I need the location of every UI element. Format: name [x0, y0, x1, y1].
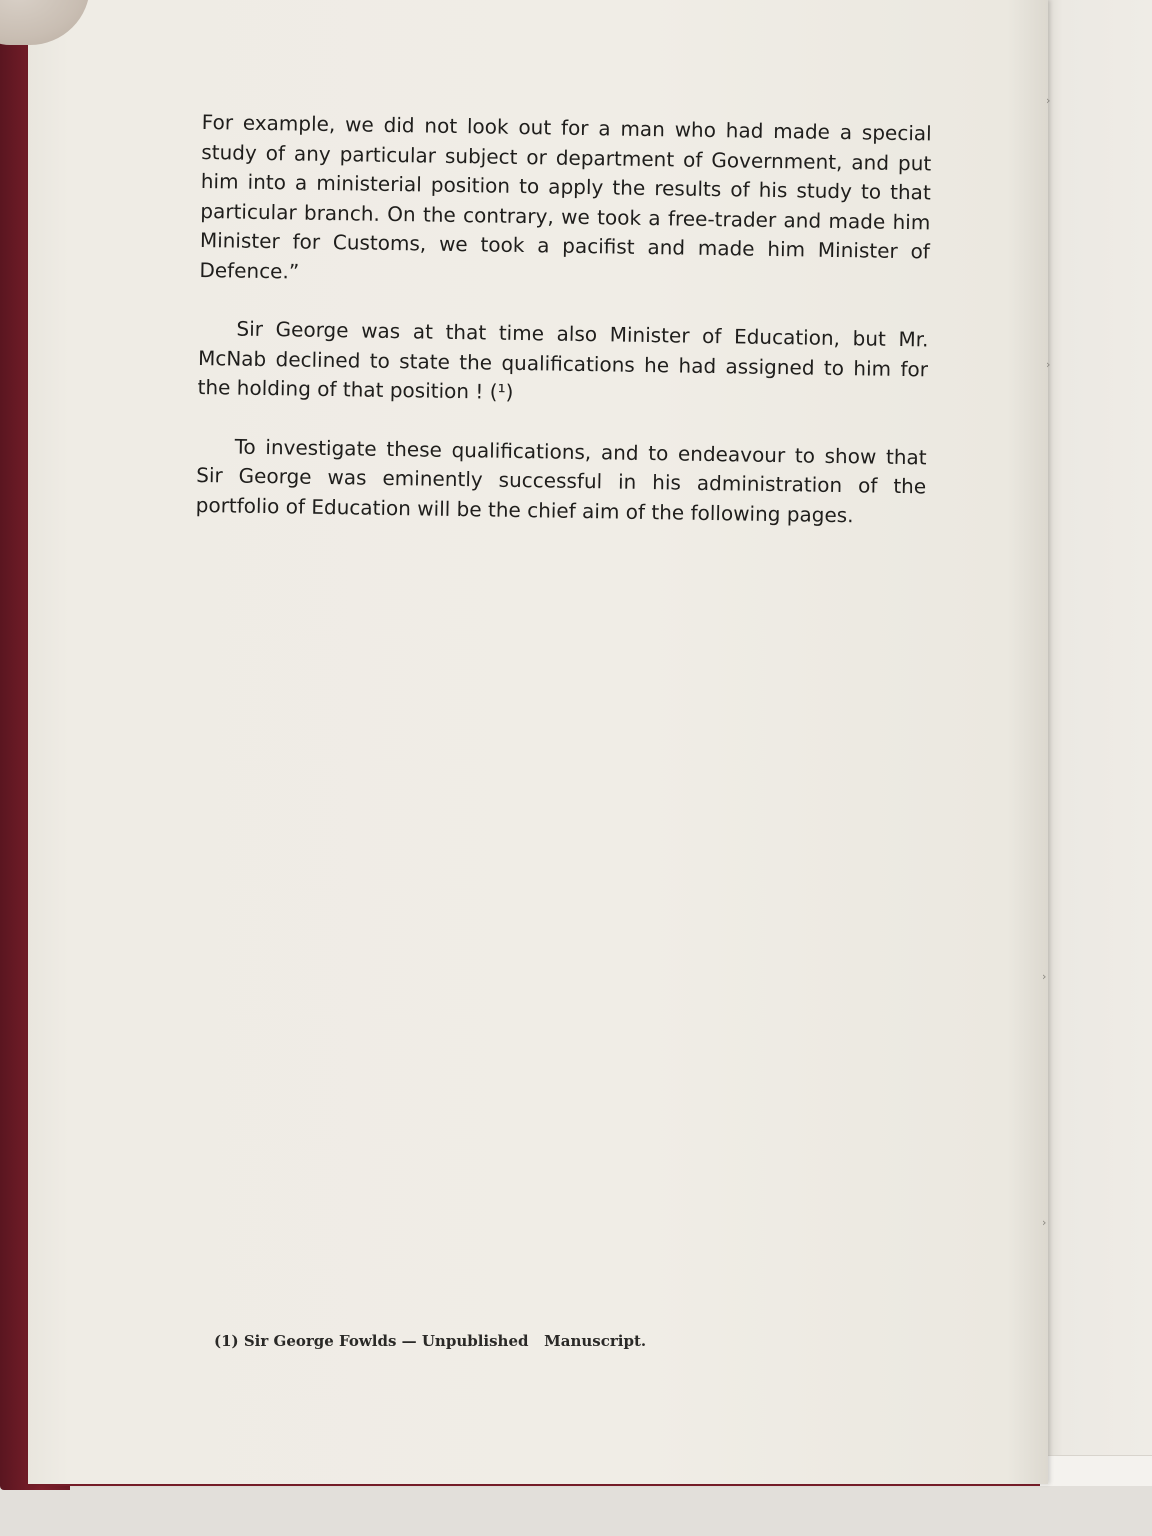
paragraph-1: For example, we did not look out for a man who had made a special study of any particular subject or department of Government, and put him into a ministerial position to apply the results of his study to that particular branch. On the contrary, we took a free-trader and made him Minister for Customs, we took a pacifist and made him Minister of Defence.” — [199, 109, 932, 284]
book-page — [28, 0, 1048, 1484]
footnote: (1) Sir George Fowlds — Unpublished Manuscript. — [214, 1332, 647, 1350]
paragraph-2: Sir George was at that time also Minister of Education, but Mr. McNab declined to state the qualifications he had assigned to him for the holding of that position ! (¹) — [197, 316, 929, 404]
paragraph-3: To investigate these qualifications, and to endeavour to show that Sir George was eminently successful in his administration of the portfolio of Education will be the chief aim of the following pages. — [195, 434, 927, 527]
binding-stitch-mark: › — [1042, 1216, 1047, 1229]
binding-stitch-mark: › — [1046, 94, 1051, 107]
binding-stitch-mark: › — [1046, 358, 1051, 371]
facing-page — [1040, 0, 1152, 1480]
body-text — [195, 108, 932, 560]
binding-stitch-mark: › — [1042, 970, 1047, 983]
